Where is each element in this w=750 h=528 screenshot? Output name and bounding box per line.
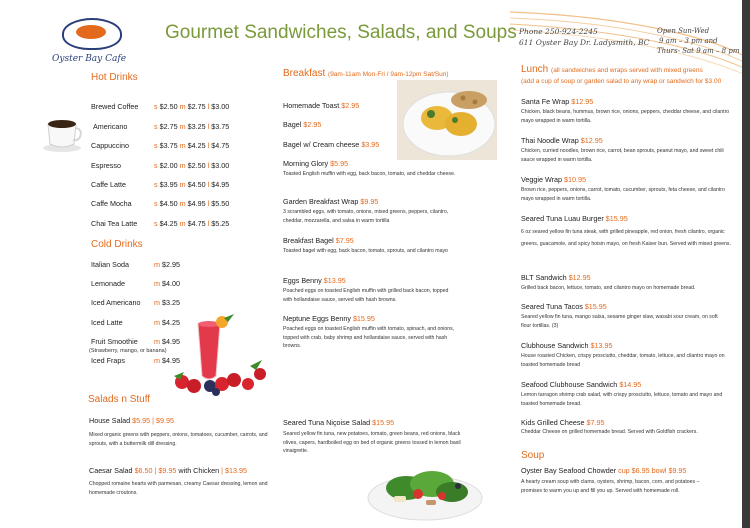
soup-heading: Soup (521, 450, 545, 461)
contact-info (519, 26, 649, 48)
menu-item: Morning Glory $5.95 (283, 159, 349, 168)
logo (50, 14, 136, 68)
item-description: Poached eggs on toasted English muffin with tomato, spinach, and onions, topped with crab, baby shrimp and hollandaise sauce, served with hash browns. (283, 326, 455, 349)
item-description: A hearty cream soup with clams, oysters, shrimp, bacon, corn, and potatoes – promises to warm you up and fill you up. Served with homemade roll. (521, 479, 700, 494)
smoothie-photo (164, 314, 274, 396)
menu-item: Garden Breakfast Wrap $9.95 (283, 197, 379, 206)
price: m $2.95 (154, 260, 180, 269)
logo-pearl (76, 25, 106, 39)
cold-drinks-heading: Cold Drinks (91, 239, 143, 250)
salads-heading: Salads n Stuff (88, 394, 151, 405)
salad-photo (366, 458, 484, 522)
hot-drinks-heading: Hot Drinks (91, 72, 138, 83)
list-item: Brewed Coffee (91, 102, 139, 111)
menu-item: Seared Tuna Tacos $15.95 (521, 302, 607, 311)
item-description: Seared yellow fin tuna, new potatoes, tomato, green beans, red onions, black olives, capers, hardboiled egg on bed of organic greens tossed in lemon basil vinaigrette. (283, 431, 461, 454)
lunch-subheading: (add a cup of soup or garden salad to any wrap or sandwich for $3.00 (521, 78, 722, 85)
item-description: 3 scrambled eggs, with tomato, onions, mixed greens, peppers, cilantro, cheddar, mozzarella, and salsa in warm tortilla (283, 209, 449, 224)
opening-hours (657, 26, 739, 56)
price-sizes: s $2.75 m $3.25 l $3.75 (154, 122, 230, 131)
menu-item: Veggie Wrap $10.95 (521, 175, 587, 184)
item-description: Grilled back bacon, lettuce, tomato, and cilantro mayo on homemade bread. (521, 285, 696, 291)
hours-line: Open Sun-Wed (657, 27, 710, 35)
page-edge-shadow (742, 0, 750, 528)
item-description: Lemon tarragon shrimp crab salad, with crispy prosciutto, lettuce, tomato and mayo and toasted homemade bread. (521, 392, 723, 407)
item-description: House roasted Chicken, crispy prosciutto, cheddar, tomato, lettuce, and cilantro mayo on toasted homemade bread (521, 353, 725, 368)
hours-line: Thurs- Sat 9 am – 8 pm (657, 47, 740, 55)
list-item: Americano (93, 122, 128, 131)
item-description: Chicken, curried noodles, brown rice, carrot, bean sprouts, peanut mayo, and sweet chili sauce wrapped in warm tortilla. (521, 148, 724, 163)
list-item: Iced Fraps (91, 356, 125, 365)
menu-item: Clubhouse Sandwich $13.95 (521, 341, 613, 350)
list-item: Cappuccino (91, 141, 129, 150)
item-description: Poached eggs on toasted English muffin with grilled back bacon, topped with hollandaise sauce, served with hash browns. (283, 288, 449, 303)
menu-item: BLT Sandwich $12.95 (521, 273, 591, 282)
price-sizes: s $3.75 m $4.25 l $4.75 (154, 141, 230, 150)
list-item: Iced Latte (91, 318, 123, 327)
item-description: Mixed organic greens with peppers, onions, tomatoes, cucumber, carrots, and sprouts, with a buttermilk dill dressing. (89, 432, 268, 447)
lunch-heading: Lunch (all sandwiches and wraps served with mixed greens (521, 64, 703, 75)
menu-item-house-salad: House Salad $5.95 | $9.95 (89, 416, 174, 425)
price-sizes: s $4.50 m $4.95 l $5.50 (154, 199, 230, 208)
hours-line: 9 am – 3 pm and (659, 37, 718, 45)
smoothie-note: (Strawberry, mango, or banana) (89, 348, 167, 354)
price-sizes: s $2.50 m $2.75 l $3.00 (154, 102, 230, 111)
price: m $4.95 (154, 356, 180, 365)
list-item: Caffe Latte (91, 180, 127, 189)
menu-item: Neptune Eggs Benny $15.95 (283, 314, 375, 323)
breakfast-heading: Breakfast (9am-11am Mon-Fri / 9am-12pm Sat/Sun) (283, 68, 449, 79)
coffee-cup-photo (42, 114, 84, 154)
list-item: Caffe Mocha (91, 199, 132, 208)
price-sizes: s $4.25 m $4.75 l $5.25 (154, 219, 230, 228)
item-description: Chicken, black beans, hummus, brown rice, onions, peppers, cheddar cheese, and cilantro mayo wrapped in warm tortilla. (521, 109, 730, 124)
menu-item-chowder: Oyster Bay Seafood Chowder cup $6.95 bowl $9.95 (521, 466, 687, 475)
price: m $4.95 (154, 337, 180, 346)
item-description: Toasted bagel with egg, back bacon, tomato, sprouts, and cilantro mayo (283, 248, 448, 254)
eggs-benny-photo (397, 80, 497, 160)
list-item: Italian Soda (91, 260, 129, 269)
menu-item: Homemade Toast $2.95 (283, 101, 360, 110)
price-sizes: s $2.00 m $2.50 l $3.00 (154, 161, 230, 170)
price-sizes: s $3.95 m $4.50 l $4.95 (154, 180, 230, 189)
menu-item: Seared Tuna Luau Burger $15.95 (521, 214, 628, 223)
menu-item-caesar-salad: Caesar Salad $6.50 | $9.95 with Chicken | $13.95 (89, 466, 248, 475)
price: m $4.25 (154, 318, 180, 327)
list-item: Fruit Smoothie (91, 337, 138, 346)
item-description: 6 oz seared yellow fin tuna steak, with grilled pineapple, red onion, fresh cilantro, organic greens, guacamole, and spicy hoisin mayo, on fresh Kaiser bun. Served with mixed greens. (521, 229, 731, 247)
phone: Phone 250-924-2245 (519, 27, 598, 36)
item-description: Chopped romaine hearts with parmesan, creamy Caesar dressing, lemon and homemade croutons. (89, 481, 268, 496)
list-item: Espresso (91, 161, 121, 170)
menu-item: Seafood Clubhouse Sandwich $14.95 (521, 380, 642, 389)
menu-item: Bagel $2.95 (283, 120, 322, 129)
list-item: Lemonade (91, 279, 125, 288)
menu-item: Thai Noodle Wrap $12.95 (521, 136, 603, 145)
price: m $3.25 (154, 298, 180, 307)
menu-item: Santa Fe Wrap $12.95 (521, 97, 594, 106)
menu-item: Bagel w/ Cream cheese $3.95 (283, 140, 380, 149)
item-description: Brown rice, peppers, onions, carrot, tomato, cucumber, sprouts, feta cheese, and cilantro mayo wrapped in warm tortilla. (521, 187, 725, 202)
menu-item: Eggs Benny $13.95 (283, 276, 346, 285)
list-item: Chai Tea Latte (91, 219, 138, 228)
menu-item: Kids Grilled Cheese $7.95 (521, 418, 605, 427)
price: m $4.00 (154, 279, 180, 288)
list-item: Iced Americano (91, 298, 141, 307)
page-title: Gourmet Sandwiches, Salads, and Soups (165, 22, 517, 43)
address: 611 Oyster Bay Dr. Ladysmith, BC (519, 38, 650, 47)
menu-item: Breakfast Bagel $7.95 (283, 236, 354, 245)
item-description: Seared yellow fin tuna, mango salsa, sesame ginger slaw, wasabi sour cream, on soft flour tortillas. (3) (521, 314, 718, 329)
item-description: Toasted English muffin with egg, back bacon, tomato, and cheddar cheese. (283, 171, 456, 177)
logo-text: Oyster Bay Cafe (52, 54, 127, 64)
item-description: Cheddar Cheese on grilled homemade bread. Served with Goldfish crackers. (521, 429, 698, 435)
menu-item-tuna-nicoise: Seared Tuna Niçoise Salad $15.95 (283, 418, 395, 427)
